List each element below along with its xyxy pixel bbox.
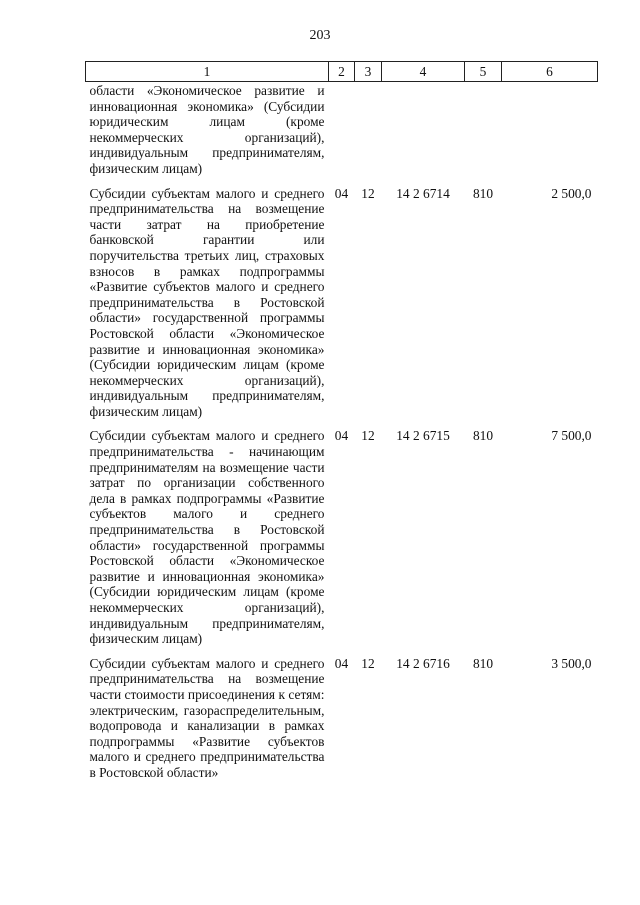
- column-header-section: 2: [329, 62, 355, 82]
- row-amount: 7 500,0: [551, 428, 592, 444]
- column-header-expense-type: 5: [465, 62, 502, 82]
- row-description: области «Экономическое развитие и инновационная экономика» (Субсидии юридическим лицам (кроме некоммерческих организаций), индивидуальным предпринимателям, физическим лицам): [89, 83, 325, 176]
- column-header-amount: 6: [502, 62, 598, 82]
- page-number: 203: [309, 28, 331, 43]
- row-section: 04: [334, 185, 349, 201]
- row-section: 04: [334, 655, 349, 671]
- row-target-article: 14 2 6716: [396, 655, 450, 671]
- table-row: [86, 647, 598, 781]
- row-description: Субсидии субъектам малого и среднего предпринимательства на возмещение части стоимости присоединения к сетям: электрическим, газораспределительным, водопровода и канализации в рамках подпрограммы «Развитие субъектов малого и среднего предпринимательства в Ростовской области»: [89, 655, 325, 780]
- row-target-article: 14 2 6715: [396, 428, 450, 444]
- row-target-article: 14 2 6714: [396, 185, 450, 201]
- row-subsection: 12: [361, 655, 375, 671]
- row-description: Субсидии субъектам малого и среднего предпринимательства на возмещение части затрат на приобретение банковской гарантии или поручительства третьих лиц, страховых взносов в рамках подпрограммы «Развитие субъектов малого и среднего предпринимательства в Ростовской области» государственной программы Ростовской области «Экономическое развитие и инновационная экономика» (Субсидии юридическим лицам (кроме некоммерческих организаций), индивидуальным предпринимателям, физическим лицам): [89, 185, 325, 419]
- row-subsection: 12: [361, 428, 375, 444]
- row-expense-type: 810: [472, 655, 494, 671]
- row-expense-type: 810: [472, 428, 494, 444]
- budget-table: [85, 61, 598, 781]
- column-header-description: 1: [86, 62, 329, 82]
- row-target-article: [382, 82, 465, 177]
- row-section: 04: [334, 428, 349, 444]
- row-expense-type: [465, 82, 502, 177]
- row-section: [329, 82, 355, 177]
- row-amount: 3 500,0: [551, 655, 592, 671]
- row-subsection: 12: [361, 185, 375, 201]
- column-header-subsection: 3: [355, 62, 382, 82]
- row-description: Субсидии субъектам малого и среднего предпринимательства - начинающим предпринимателям на возмещение части затрат по организации собственного дела в рамках подпрограммы «Развитие субъектов малого и среднего предпринимательства в Ростовской области» государственной программы Ростовской области «Экономическое развитие и инновационная экономика» (Субсидии юридическим лицам (кроме некоммерческих организаций), индивидуальным предпринимателям, физическим лицам): [89, 428, 325, 647]
- row-expense-type: 810: [472, 185, 494, 201]
- table-header-row: [86, 62, 598, 82]
- table-row: [86, 419, 598, 646]
- row-amount: 2 500,0: [551, 185, 592, 201]
- table-row: [86, 82, 598, 177]
- table-row: [86, 177, 598, 420]
- row-subsection: [355, 82, 382, 177]
- row-amount: [502, 82, 598, 177]
- column-header-target-article: 4: [382, 62, 465, 82]
